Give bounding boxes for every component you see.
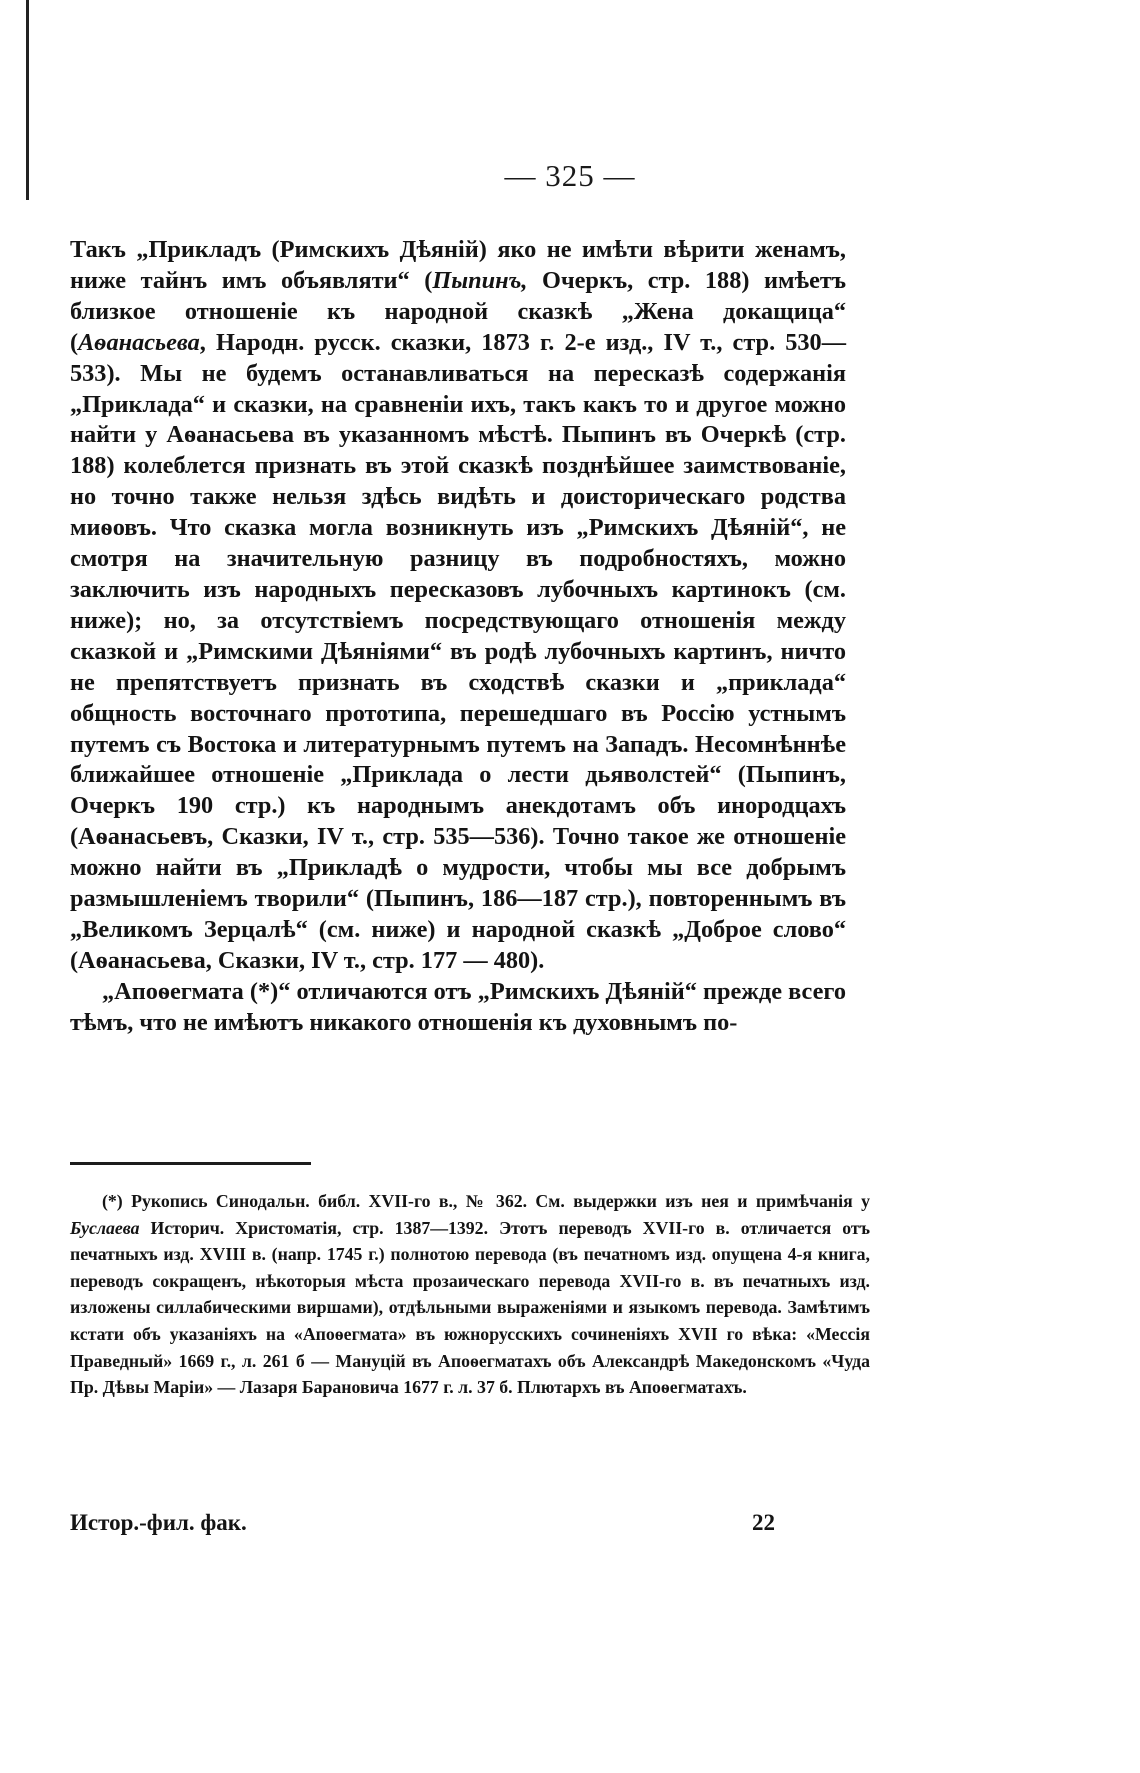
- footnote-text-b: Историч. Христоматія, стр. 1387—1392. Этотъ переводъ XVII-го в. отличается отъ печатныхъ изд. XVIII в. (напр. 1745 г.) полнотою перевода (въ печатномъ изд. опущена 4-я книга, переводъ сокращенъ, нѣкоторыя мѣста прозаическаго перевода XVII-го в. въ печатныхъ изд. изложены силлабическими виршами), отдѣльными выраженіями и языкомъ перевода. Замѣтимъ кстати объ указаніяхъ на «Апоѳегмата» въ южнорусскихъ сочиненіяхъ XVII го вѣка: «Мессія Праведный» 1669 г., л. 261 б — Мануцій въ Апоѳегматахъ объ Александрѣ Македонскомъ «Чуда Пр. Дѣвы Маріи» — Лазаря Барановича 1677 г. л. 37 б. Плютархъ въ Апоѳегматахъ.: [70, 1217, 870, 1398]
- printer-signature-mark: 22: [752, 1510, 775, 1535]
- paragraph-1-text-b: Очеркъ, стр. 188) имѣетъ близкое отношеніе къ народной сказкѣ „Жена докащица“ (: [70, 266, 847, 356]
- page-number: — 325 —: [504, 158, 636, 193]
- paragraph-2: „Апоѳегмата (*)“ отличаются отъ „Римскихъ Дѣяній“ прежде всего тѣмъ, что не имѣютъ никакого отношенія къ духовнымъ по-: [70, 977, 846, 1036]
- paragraph-1-text-a: Такъ „Прикладъ (Римскихъ Дѣяній) яко не имѣти вѣрити женамъ, ниже тайнъ имъ объявляти“ (: [70, 236, 846, 294]
- paragraph-1: [70, 235, 846, 977]
- main-text-block: [70, 235, 846, 1039]
- printer-signature-text: Истор.-фил. фак.: [70, 1510, 247, 1535]
- paragraph-1-text-c: , Народн. русск. сказки, 1873 г. 2-е изд., IV т., стр. 530—533). Мы не будемъ останавливаться на пересказѣ содержанія „Приклада“ и сказки, на сравненіи ихъ, такъ какъ то и другое можно найти у Аѳанасьева въ указанномъ мѣстѣ. Пыпинъ въ Очеркѣ (стр. 188) колеблется признать въ этой сказкѣ позднѣйшее заимствованіе, но точно также нельзя здѣсь видѣть и доисторическаго родства миѳовъ. Что сказка могла возникнуть изъ „Римскихъ Дѣяній“, не смотря на значительную разницу въ подробностяхъ, можно заключить изъ народныхъ пересказовъ лубочныхъ картинокъ (см. ниже); но, за отсутствіемъ посредствующаго отношенія между сказкой и „Римскими Дѣяніями“ въ родѣ лубочныхъ картинъ, ничто не препятствуетъ признать въ сходствѣ сказки и „приклада“ общность восточнаго прототипа, перешедшаго въ Россію устнымъ путемъ съ Востока и литературнымъ путемъ на Западъ. Несомнѣннѣе ближайшее отношеніе „Приклада о лести дьяволстей“ (Пыпинъ, Очеркъ 190 стр.) къ народнымъ анекдотамъ объ инородцахъ (Аѳанасьевъ, Сказки, IV т., стр. 535—536). Точно такое же отношеніе можно найти въ „Прикладѣ о мудрости, чтобы мы все добрымъ размышленіемъ творили“ (Пыпинъ, 186—187 стр.), повтореннымъ въ „Великомъ Зерцалѣ“ (см. ниже) и народной сказкѣ „Доброе слово“ (Аѳанасьева, Сказки, IV т., стр. 177 — 480).: [70, 328, 846, 974]
- footnote-divider: [70, 1162, 311, 1165]
- footnote-block: [70, 1188, 870, 1401]
- author-reference-afanasyev: Аѳанасьева: [78, 328, 200, 356]
- author-reference-buslaev: Буслаева: [70, 1217, 140, 1238]
- footnote-text-a: (*) Рукопись Синодальн. библ. XVII-го в., № 362. См. выдержки изъ нея и примѣчанія у: [102, 1191, 870, 1211]
- author-reference-pypin: Пыпинъ,: [432, 266, 528, 294]
- footnote-1: [70, 1188, 870, 1401]
